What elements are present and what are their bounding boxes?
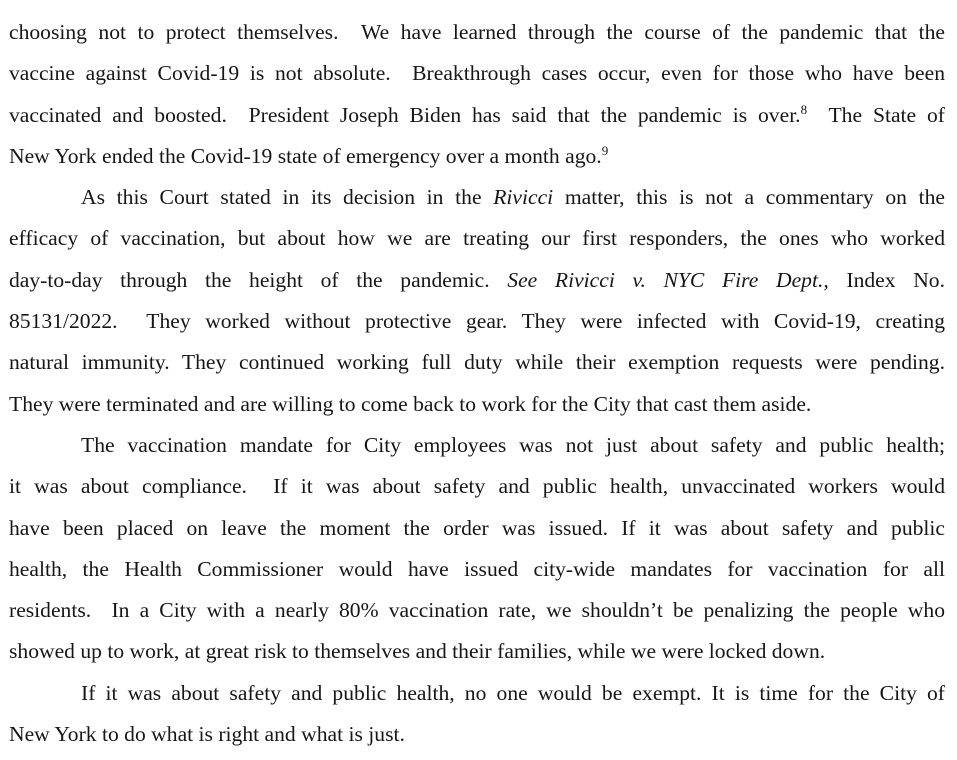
body-text: choosing not to protect themselves. We have learned through the course of the pandemic that the (9, 20, 945, 44)
text-line (9, 306, 945, 347)
text-line (9, 58, 945, 99)
text-line (9, 100, 945, 141)
body-text: have been placed on leave the moment the order was issued. If it was about safety and public (9, 515, 945, 540)
text-line (9, 389, 945, 430)
paragraph (9, 678, 945, 760)
case-citation-text: See Rivicci v. NYC Fire Dept., (507, 267, 829, 292)
case-citation-text: Rivicci (493, 185, 554, 210)
text-line (9, 223, 945, 264)
body-text: day-to-day through the height of the pandemic. (9, 267, 508, 292)
text-line (9, 513, 945, 554)
body-text: it was about compliance. If it was about safety and public health, unvaccinated workers would (9, 474, 945, 499)
body-text: If it was about safety and public health, no one would be exempt. It is time for the City of (81, 680, 945, 705)
body-text: health, the Health Commissioner would have issued city-wide mandates for vaccination for all (9, 556, 945, 581)
text-line (9, 17, 945, 58)
footnote-reference: 9 (601, 142, 609, 158)
text-line (9, 471, 945, 512)
document-page (9, 17, 945, 760)
body-text: vaccinated and boosted. President Joseph Biden has said that the pandemic is over. (9, 102, 801, 127)
footnote-reference: 8 (800, 101, 808, 117)
body-text: The vaccination mandate for City employees was not just about safety and public health; (81, 432, 945, 457)
body-text: New York ended the Covid-19 state of emergency over a month ago. (9, 143, 602, 168)
body-text: residents. In a City with a nearly 80% vaccination rate, we shouldn’t be penalizing the people who (9, 598, 945, 623)
body-text: vaccine against Covid-19 is not absolute. Breakthrough cases occur, even for those who have been (9, 61, 945, 86)
text-line (9, 595, 945, 636)
body-text: matter, this is not a commentary on the (553, 185, 945, 210)
body-text: Index No. (828, 267, 945, 292)
body-text: 85131/2022. They worked without protective gear. They were infected with Covid-19, creating (9, 309, 945, 334)
text-line (9, 678, 945, 719)
body-text: New York to do what is right and what is just. (9, 722, 405, 747)
text-line (9, 636, 945, 677)
body-text: efficacy of vaccination, but about how we are treating our first responders, the ones who worked (9, 226, 945, 251)
paragraph (9, 182, 945, 430)
text-line (9, 719, 945, 760)
text-line (9, 265, 945, 306)
paragraph (9, 17, 945, 182)
body-text: showed up to work, at great risk to themselves and their families, while we were locked down. (9, 639, 826, 664)
text-line (9, 430, 945, 471)
body-text: They were terminated and are willing to come back to work for the City that cast them aside. (9, 391, 812, 416)
paragraph (9, 430, 945, 678)
text-line (9, 141, 945, 182)
body-text: The State of (807, 102, 945, 127)
body-text: natural immunity. They continued working full duty while their exemption requests were pending. (9, 350, 945, 375)
body-text: As this Court stated in its decision in the (81, 185, 494, 210)
text-line (9, 347, 945, 388)
text-line (9, 554, 945, 595)
text-line (9, 182, 945, 223)
